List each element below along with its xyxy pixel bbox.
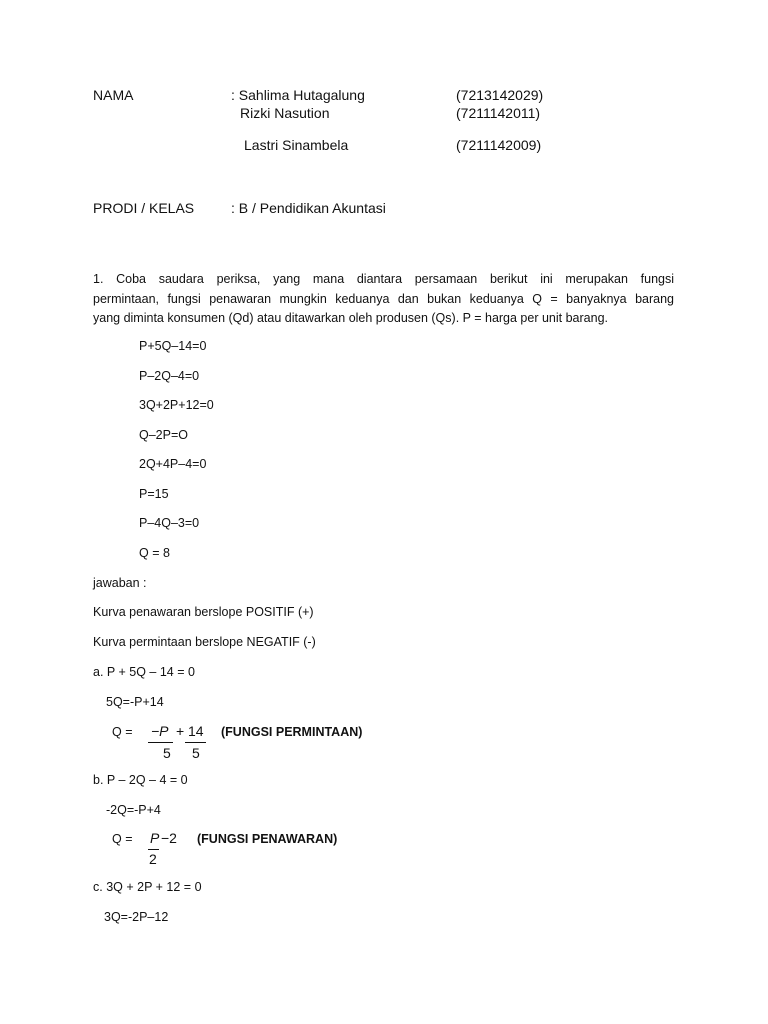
member-nim-2: (7211142011) [456,105,541,121]
equation-5: 2Q+4P–4=0 [139,457,207,471]
equation-1: P+5Q–14=0 [139,339,207,353]
member-name-2: Rizki Nasution [240,105,330,121]
part-b-result: (FUNGSI PENAWARAN) [197,832,338,846]
part-b-step: -2Q=-P+4 [106,803,161,817]
part-a-fraction [148,723,208,763]
member-nim-3: (7211142009) [456,137,542,153]
member-name-1: : Sahlima Hutagalung [231,87,365,103]
question-line-2: permintaan, fungsi penawaran mungkin keduanya dan bukan keduanya Q = banyaknya barang [93,291,674,306]
part-b-fraction [148,830,188,870]
equation-4: Q–2P=O [139,428,188,442]
member-nim-1: (7213142029) [456,87,544,103]
equation-7: P–4Q–3=0 [139,516,200,530]
part-b-den: 2 [149,851,157,867]
prodi-value: : B / Pendidikan Akuntasi [231,200,386,216]
part-c-step: 3Q=-2P–12 [104,910,169,924]
part-a-result: (FUNGSI PERMINTAAN) [221,725,363,739]
part-a-den2: 5 [192,745,200,761]
prodi-label: PRODI / KELAS [93,200,195,216]
question-paragraph [93,270,674,329]
part-b-bar [148,849,159,850]
part-b-num-p: P [150,830,160,846]
demand-rule: Kurva permintaan berslope NEGATIF (-) [93,635,316,649]
part-b-q-label: Q = [112,832,133,846]
part-a-bar1 [148,742,173,743]
equation-3: 3Q+2P+12=0 [139,398,214,412]
part-b-num-rest: −2 [161,830,177,846]
part-a-title: a. P + 5Q – 14 = 0 [93,665,195,679]
member-name-3: Lastri Sinambela [244,137,349,153]
part-a-q-label: Q = [112,725,133,739]
part-a-plus: + [176,723,185,739]
part-a-step: 5Q=-P+14 [106,695,164,709]
part-b-title: b. P – 2Q – 4 = 0 [93,773,188,787]
question-line-1: 1. Coba saudara periksa, yang mana diantara persamaan berikut ini merupakan fungsi [93,272,674,286]
part-a-den1: 5 [163,745,171,761]
supply-rule: Kurva penawaran berslope POSITIF (+) [93,605,314,619]
part-c-title: c. 3Q + 2P + 12 = 0 [93,880,202,894]
answer-label: jawaban : [93,576,147,590]
part-a-num1: −P [151,723,169,739]
part-a-num2: 14 [188,723,204,739]
question-line-3: yang diminta konsumen (Qd) atau ditawarkan oleh produsen (Qs). P = harga per unit barang. [93,311,608,325]
equation-2: P–2Q–4=0 [139,369,200,383]
equation-8: Q = 8 [139,546,170,560]
equation-6: P=15 [139,487,169,501]
nama-label: NAMA [93,87,134,103]
part-a-bar2 [185,742,206,743]
